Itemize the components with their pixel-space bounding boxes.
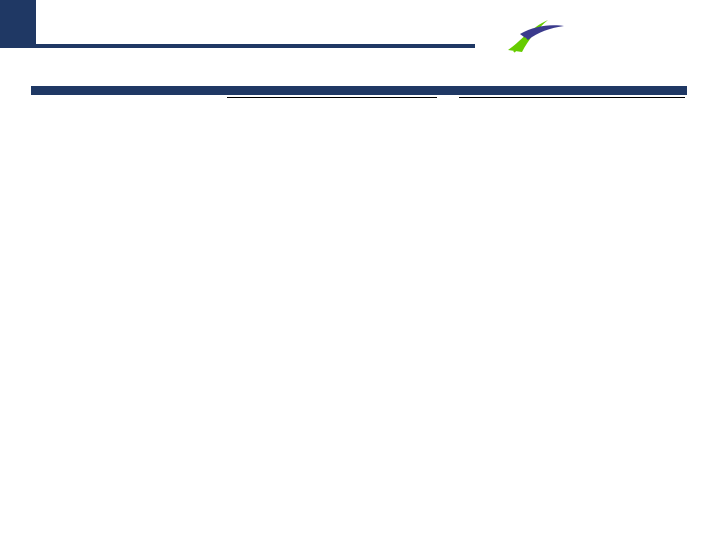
telus-logo <box>500 12 710 56</box>
group-estimated-label <box>459 97 685 98</box>
telus-leaf-icon <box>500 12 570 56</box>
group-actual-label <box>227 97 437 98</box>
year-header-row <box>31 113 687 122</box>
title-underline <box>0 44 475 48</box>
title-corner-block <box>0 0 36 44</box>
cash-flow-statement-table <box>31 86 687 482</box>
table-header-band <box>31 86 687 95</box>
